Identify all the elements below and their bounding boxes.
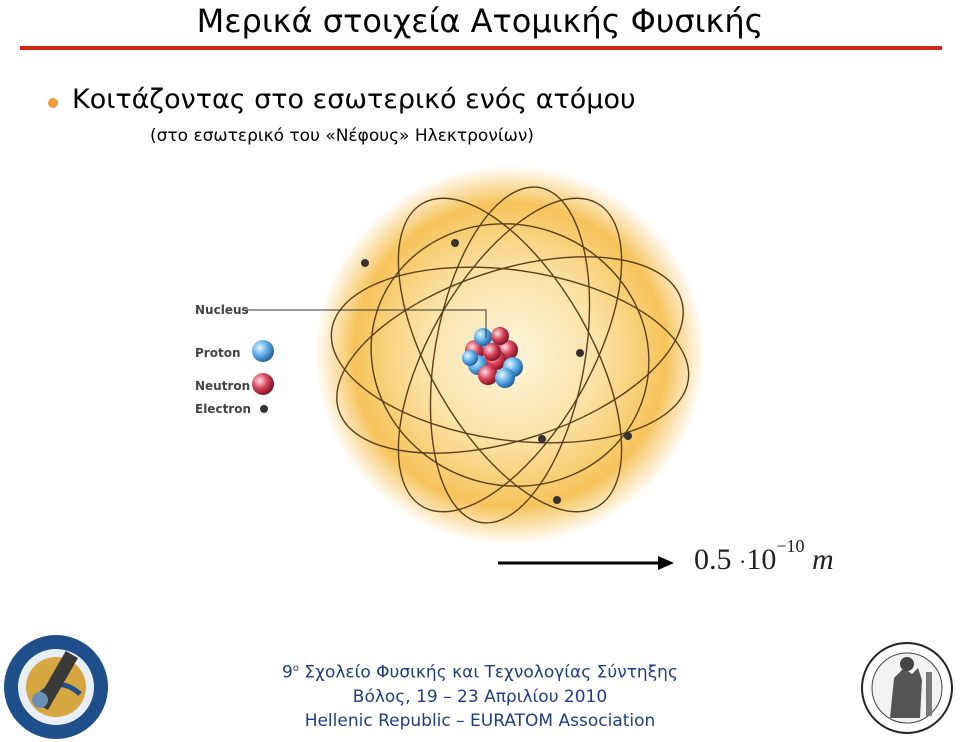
electron-dot [361, 259, 369, 267]
legend-proton: Proton [195, 346, 241, 360]
electron-dot [451, 239, 459, 247]
university-seal-icon [860, 640, 954, 736]
bullet-subtext: (στο εσωτερικό του «Νέφους» Ηλεκτρονίων) [150, 126, 534, 146]
footer [270, 657, 690, 733]
footer-line-1: $9^o$ Σχολείο Φυσικής και Τεχνολογίας Σύντηξης [282, 662, 678, 683]
legend-electron: Electron [195, 402, 252, 416]
legend-neutron: Neutron [195, 379, 251, 393]
legend-nucleus: Nucleus [195, 303, 249, 317]
bullet-icon [48, 98, 58, 108]
slide-title: Μερικά στοιχεία Ατομικής Φυσικής [196, 2, 764, 40]
scale-exponent: −10 [776, 536, 805, 556]
footer-line-3: Hellenic Republic – EURATOM Association [304, 710, 656, 731]
electron-swatch [260, 405, 268, 413]
scale-mantissa: 0.5 [694, 543, 732, 576]
bullet-text: Κοιτάζοντας στο εσωτερικό ενός ατόμου [72, 84, 636, 115]
footer-line-2: Βόλος, 19 – 23 Απριλίου 2010 [352, 686, 608, 707]
institute-seal-icon [0, 632, 112, 742]
atom-diagram [180, 160, 720, 560]
scale-arrow [498, 553, 678, 573]
electron-dot [576, 349, 584, 357]
electron-dot [624, 432, 632, 440]
proton-swatch [252, 340, 274, 362]
title-underline [20, 46, 942, 50]
electron-dot [553, 496, 561, 504]
scale-unit: m [811, 543, 834, 576]
atom-size-label: $0.5 \cdot 10^{-10}$ m [694, 536, 834, 576]
neutron-swatch [252, 373, 274, 395]
scale-base: 10 [746, 543, 777, 576]
electron-dot [538, 435, 546, 443]
